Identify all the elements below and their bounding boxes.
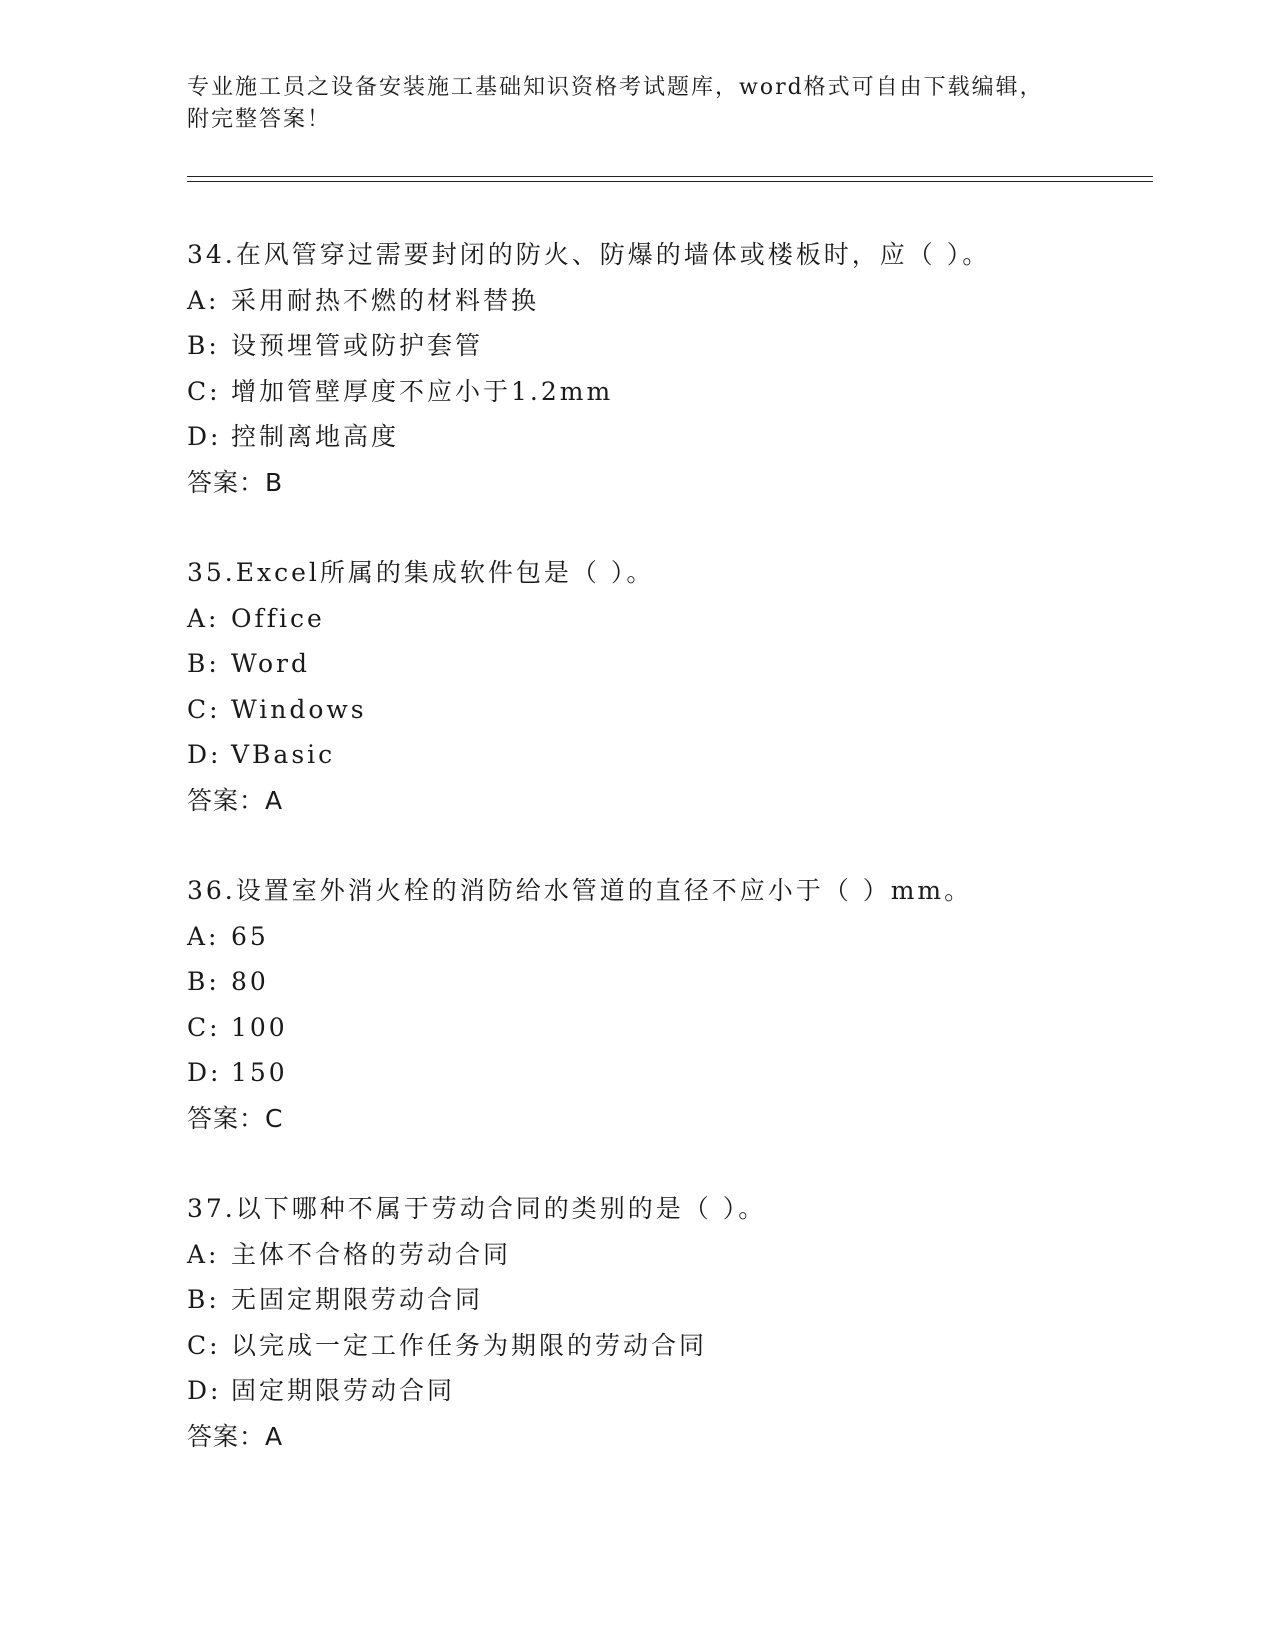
header-line-1: 专业施工员之设备安装施工基础知识资格考试题库，word格式可自由下载编辑， [187, 75, 1044, 100]
question-35 [187, 550, 1147, 823]
header-divider-bottom [187, 181, 1153, 182]
option-a [187, 914, 1147, 960]
option-letter: A: [187, 1239, 220, 1269]
option-letter: C: [187, 1330, 221, 1360]
option-c [187, 1323, 1147, 1369]
option-letter: B: [187, 331, 220, 360]
option-b [187, 323, 1147, 369]
option-text: 80 [231, 967, 269, 996]
option-text: 固定期限劳动合同 [231, 1376, 456, 1405]
option-text: 无固定期限劳动合同 [231, 1285, 484, 1314]
header-line-2: 附完整答案！ [187, 107, 332, 132]
option-d [187, 1368, 1147, 1414]
option-d [187, 732, 1147, 778]
option-text: 150 [231, 1058, 288, 1087]
question-34 [187, 232, 1147, 505]
option-b [187, 959, 1147, 1005]
option-letter: A: [187, 921, 220, 951]
question-stem: 34.在风管穿过需要封闭的防火、防爆的墙体或楼板时，应（ ）。 [187, 240, 991, 269]
question-stem: 36.设置室外消火栓的消防给水管道的直径不应小于（ ）mm。 [187, 876, 973, 905]
option-text: Windows [231, 694, 367, 724]
option-letter: C: [187, 1012, 221, 1042]
question-37 [187, 1186, 1147, 1459]
option-b [187, 641, 1147, 687]
option-letter: D: [187, 1058, 222, 1087]
header-divider-top [187, 176, 1153, 177]
option-text: VBasic [231, 740, 336, 769]
question-36 [187, 868, 1147, 1141]
option-letter: C: [187, 376, 221, 406]
option-d [187, 1050, 1147, 1096]
option-text: 100 [231, 1012, 288, 1042]
option-letter: C: [187, 694, 221, 724]
option-b [187, 1277, 1147, 1323]
answer: 答案：A [187, 785, 284, 815]
option-text: Office [231, 603, 325, 633]
option-letter: D: [187, 740, 222, 769]
option-a [187, 278, 1147, 324]
option-a [187, 596, 1147, 642]
question-stem: 35.Excel所属的集成软件包是（ ）。 [187, 558, 655, 587]
question-stem: 37.以下哪种不属于劳动合同的类别的是（ ）。 [187, 1194, 767, 1223]
document-header [187, 72, 1067, 136]
option-text: 采用耐热不燃的材料替换 [231, 285, 540, 315]
option-text: 主体不合格的劳动合同 [231, 1239, 512, 1269]
option-d [187, 414, 1147, 460]
answer: 答案：C [187, 1103, 284, 1133]
answer: 答案：B [187, 467, 284, 497]
option-letter: B: [187, 649, 220, 678]
option-text: 65 [231, 921, 269, 951]
option-c [187, 1005, 1147, 1051]
option-text: 设预埋管或防护套管 [231, 331, 484, 360]
option-letter: D: [187, 1376, 222, 1405]
option-letter: B: [187, 967, 220, 996]
answer: 答案：A [187, 1421, 284, 1451]
option-text: 以完成一定工作任务为期限的劳动合同 [231, 1330, 708, 1360]
option-text: 增加管壁厚度不应小于1.2mm [231, 376, 614, 406]
option-letter: B: [187, 1285, 220, 1314]
option-a [187, 1232, 1147, 1278]
option-letter: A: [187, 285, 220, 315]
option-letter: D: [187, 422, 222, 451]
option-text: Word [231, 649, 311, 678]
option-letter: A: [187, 603, 220, 633]
option-text: 控制离地高度 [231, 422, 400, 451]
option-c [187, 687, 1147, 733]
option-c [187, 369, 1147, 415]
